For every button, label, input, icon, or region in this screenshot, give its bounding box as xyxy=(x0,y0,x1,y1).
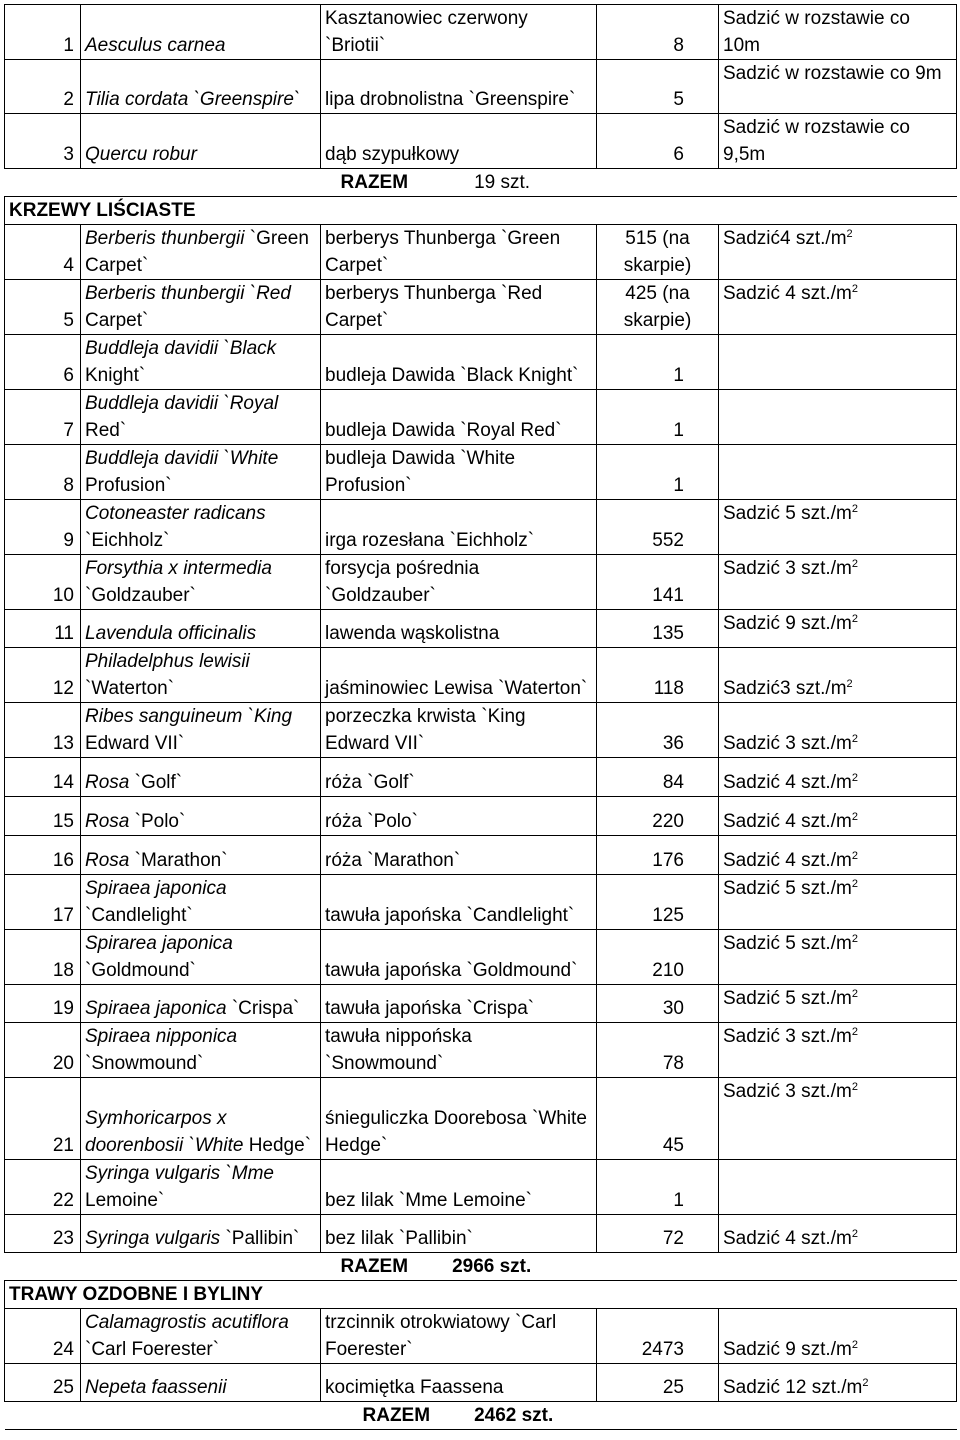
table-row xyxy=(5,114,957,169)
polish-name: róża `Marathon` xyxy=(321,836,597,875)
quantity: 1 xyxy=(597,1160,719,1215)
row-number: 5 xyxy=(5,280,81,335)
row-number: 4 xyxy=(5,225,81,280)
planting-note-cell xyxy=(719,836,957,875)
planting-note: Sadzić 5 szt./m xyxy=(723,933,852,954)
latin-name-italic: Rosa xyxy=(85,772,130,793)
table-row xyxy=(5,1215,957,1253)
latin-name-cell xyxy=(81,60,321,114)
latin-name-cultivar: Hedge` xyxy=(243,1135,312,1156)
row-number: 8 xyxy=(5,445,81,500)
table-row xyxy=(5,445,957,500)
table-row xyxy=(5,985,957,1023)
latin-name-cultivar: `Pallibin` xyxy=(220,1228,300,1249)
total-value: 19 szt. xyxy=(474,172,531,193)
latin-name-cultivar: Carpet` xyxy=(85,310,149,331)
planting-note: Sadzić 3 szt./m xyxy=(723,558,852,579)
quantity: 72 xyxy=(597,1215,719,1253)
planting-note-cell xyxy=(719,114,957,169)
quantity: 8 xyxy=(597,5,719,60)
latin-name-cultivar: `Snowmound` xyxy=(85,1053,204,1074)
polish-name: tawuła japońska `Crispa` xyxy=(321,985,597,1023)
latin-name-italic: Nepeta faassenii xyxy=(85,1377,227,1398)
latin-name-cell xyxy=(81,1364,321,1402)
table-row xyxy=(5,1309,957,1364)
latin-name-cultivar: Red` xyxy=(85,420,127,441)
latin-name-cell xyxy=(81,648,321,703)
polish-name: budleja Dawida `Royal Red` xyxy=(321,390,597,445)
row-number: 13 xyxy=(5,703,81,758)
latin-name-italic: Syringa vulgaris xyxy=(85,1228,221,1249)
row-number: 10 xyxy=(5,555,81,610)
quantity: 210 xyxy=(597,930,719,985)
superscript: 2 xyxy=(851,811,858,823)
planting-note: Sadzić w rozstawie co 9m xyxy=(723,63,942,84)
latin-name-cultivar: `Goldzauber` xyxy=(85,585,196,606)
plant-list-sheet xyxy=(4,4,956,1430)
table-row xyxy=(5,758,957,797)
quantity: 25 xyxy=(597,1364,719,1402)
polish-name: budleja Dawida `Black Knight` xyxy=(321,335,597,390)
table-row xyxy=(5,836,957,875)
quantity: 425 (na skarpie) xyxy=(597,280,719,335)
planting-note-cell xyxy=(719,610,957,648)
latin-name-cell xyxy=(81,500,321,555)
superscript: 2 xyxy=(851,1026,858,1038)
polish-name: śnieguliczka Doorebosa `White Hedge` xyxy=(321,1078,597,1160)
planting-note-cell xyxy=(719,758,957,797)
row-number: 11 xyxy=(5,610,81,648)
table-row xyxy=(5,555,957,610)
latin-name-cultivar: Edward VII` xyxy=(85,733,185,754)
total-spacer xyxy=(719,1402,957,1430)
planting-note: Sadzić 5 szt./m xyxy=(723,878,852,899)
planting-note-cell xyxy=(719,875,957,930)
table-row xyxy=(5,335,957,390)
latin-name-cell xyxy=(81,836,321,875)
superscript: 2 xyxy=(851,772,858,784)
row-number: 21 xyxy=(5,1078,81,1160)
section-heading: TRAWY OZDOBNE I BYLINY xyxy=(9,1284,264,1305)
latin-name-cell xyxy=(81,610,321,648)
polish-name: kocimiętka Faassena xyxy=(321,1364,597,1402)
quantity: 552 xyxy=(597,500,719,555)
row-number: 12 xyxy=(5,648,81,703)
table-row xyxy=(5,1160,957,1215)
row-number: 24 xyxy=(5,1309,81,1364)
superscript: 2 xyxy=(851,988,858,1000)
quantity: 135 xyxy=(597,610,719,648)
superscript: 2 xyxy=(851,283,858,295)
quantity: 125 xyxy=(597,875,719,930)
latin-name-cultivar: `Marathon` xyxy=(129,850,228,871)
polish-name: dąb szypułkowy xyxy=(321,114,597,169)
latin-name-italic: Calamagrostis acutiflora xyxy=(85,1312,289,1333)
quantity: 141 xyxy=(597,555,719,610)
latin-name-cell xyxy=(81,703,321,758)
polish-name: tawuła japońska `Goldmound` xyxy=(321,930,597,985)
latin-name-cultivar: Knight` xyxy=(85,365,146,386)
table-row xyxy=(5,1364,957,1402)
latin-name-italic: Rosa xyxy=(85,850,130,871)
latin-name-italic: Buddleja davidii `White xyxy=(85,448,279,469)
latin-name-cultivar: `Waterton` xyxy=(85,678,175,699)
total-row xyxy=(5,1253,957,1281)
quantity: 176 xyxy=(597,836,719,875)
table-row xyxy=(5,225,957,280)
quantity: 45 xyxy=(597,1078,719,1160)
latin-name-italic: Philadelphus lewisii xyxy=(85,651,250,672)
total-value: 2966 szt. xyxy=(452,1256,532,1277)
table-row xyxy=(5,5,957,60)
superscript: 2 xyxy=(862,1377,869,1389)
latin-name-italic: Ribes sanguineum `King xyxy=(85,706,293,727)
latin-name-italic: Spiraea japonica xyxy=(85,878,227,899)
latin-name-cultivar: `Golf` xyxy=(129,772,183,793)
polish-name: tawuła nippońska `Snowmound` xyxy=(321,1023,597,1078)
row-number: 3 xyxy=(5,114,81,169)
table-row xyxy=(5,930,957,985)
row-number: 1 xyxy=(5,5,81,60)
superscript: 2 xyxy=(851,613,858,625)
polish-name: budleja Dawida `White Profusion` xyxy=(321,445,597,500)
quantity: 220 xyxy=(597,797,719,836)
latin-name-cultivar: `Goldmound` xyxy=(85,960,196,981)
total-spacer xyxy=(5,1402,321,1430)
planting-note-cell xyxy=(719,1160,957,1215)
latin-name-cultivar: `Green Carpet` xyxy=(85,228,309,276)
latin-name-italic: Rosa xyxy=(85,811,130,832)
table-row xyxy=(5,610,957,648)
planting-note-cell xyxy=(719,445,957,500)
latin-name-cell xyxy=(81,555,321,610)
latin-name-cell xyxy=(81,930,321,985)
latin-name-italic: Berberis thunbergii xyxy=(85,228,245,249)
planting-note-cell xyxy=(719,1215,957,1253)
quantity: 118 xyxy=(597,648,719,703)
planting-note-cell xyxy=(719,1309,957,1364)
planting-note: Sadzić 5 szt./m xyxy=(723,503,852,524)
total-spacer xyxy=(719,169,957,197)
latin-name-italic: Spirarea japonica xyxy=(85,933,233,954)
planting-note: Sadzić3 szt./m xyxy=(723,678,847,699)
latin-name-cell xyxy=(81,225,321,280)
superscript: 2 xyxy=(851,850,858,862)
row-number: 23 xyxy=(5,1215,81,1253)
total-cell xyxy=(321,1253,719,1281)
latin-name-cell xyxy=(81,758,321,797)
planting-note-cell xyxy=(719,1023,957,1078)
row-number: 9 xyxy=(5,500,81,555)
quantity: 6 xyxy=(597,114,719,169)
planting-note: Sadzić 12 szt./m xyxy=(723,1377,863,1398)
latin-name-italic: Spiraea nipponica xyxy=(85,1026,238,1047)
total-value: 2462 szt. xyxy=(474,1405,554,1426)
polish-name: tawuła japońska `Candlelight` xyxy=(321,875,597,930)
superscript: 2 xyxy=(851,1081,858,1093)
planting-note-cell xyxy=(719,985,957,1023)
row-number: 14 xyxy=(5,758,81,797)
planting-note: Sadzić w rozstawie co 9,5m xyxy=(723,117,910,165)
total-label: RAZEM xyxy=(340,172,409,193)
table-row xyxy=(5,1023,957,1078)
row-number: 25 xyxy=(5,1364,81,1402)
table-row xyxy=(5,500,957,555)
superscript: 2 xyxy=(851,558,858,570)
quantity: 1 xyxy=(597,445,719,500)
total-cell xyxy=(321,169,719,197)
polish-name: trzcinnik otrokwiatowy `Carl Foerester` xyxy=(321,1309,597,1364)
total-row xyxy=(5,1402,957,1430)
latin-name-italic: Quercu robur xyxy=(85,144,197,165)
polish-name: berberys Thunberga `Green Carpet` xyxy=(321,225,597,280)
total-spacer xyxy=(5,1253,321,1281)
latin-name-cell xyxy=(81,280,321,335)
planting-note-cell xyxy=(719,555,957,610)
row-number: 16 xyxy=(5,836,81,875)
latin-name-italic: Buddleja davidii `Black xyxy=(85,338,277,359)
total-label: RAZEM xyxy=(340,1256,409,1277)
planting-note: Sadzić 4 szt./m xyxy=(723,811,852,832)
row-number: 19 xyxy=(5,985,81,1023)
quantity: 5 xyxy=(597,60,719,114)
planting-note: Sadzić 4 szt./m xyxy=(723,850,852,871)
planting-note-cell xyxy=(719,390,957,445)
row-number: 7 xyxy=(5,390,81,445)
planting-note-cell xyxy=(719,280,957,335)
latin-name-cultivar: `Carl Foerester` xyxy=(85,1339,220,1360)
planting-note-cell xyxy=(719,1364,957,1402)
latin-name-cultivar: `Candlelight` xyxy=(85,905,193,926)
total-row xyxy=(5,169,957,197)
latin-name-cultivar: `Polo` xyxy=(129,811,186,832)
quantity: 78 xyxy=(597,1023,719,1078)
planting-note: Sadzić 4 szt./m xyxy=(723,772,852,793)
row-number: 2 xyxy=(5,60,81,114)
quantity: 30 xyxy=(597,985,719,1023)
latin-name-cell xyxy=(81,797,321,836)
planting-note-cell xyxy=(719,797,957,836)
planting-note-cell xyxy=(719,225,957,280)
total-label: RAZEM xyxy=(362,1405,431,1426)
latin-name-cultivar: Lemoine` xyxy=(85,1190,165,1211)
row-number: 15 xyxy=(5,797,81,836)
plant-table xyxy=(4,4,957,1430)
latin-name-cell xyxy=(81,445,321,500)
superscript: 2 xyxy=(851,1228,858,1240)
table-row xyxy=(5,390,957,445)
row-number: 20 xyxy=(5,1023,81,1078)
polish-name: bez lilak `Pallibin` xyxy=(321,1215,597,1253)
latin-name-cell xyxy=(81,1215,321,1253)
superscript: 2 xyxy=(851,733,858,745)
planting-note: Sadzić 4 szt./m xyxy=(723,1228,852,1249)
latin-name-italic: Lavendula officinalis xyxy=(85,623,257,644)
latin-name-cell xyxy=(81,875,321,930)
planting-note-cell xyxy=(719,930,957,985)
polish-name: forsycja pośrednia `Goldzauber` xyxy=(321,555,597,610)
total-cell xyxy=(321,1402,719,1430)
latin-name-italic: Symhoricarpos x doorenbosii `White xyxy=(85,1108,244,1156)
polish-name: bez lilak `Mme Lemoine` xyxy=(321,1160,597,1215)
section-heading-row xyxy=(5,1281,957,1309)
planting-note: Sadzić4 szt./m xyxy=(723,228,847,249)
table-row xyxy=(5,280,957,335)
latin-name-italic: Aesculus carnea xyxy=(85,35,226,56)
superscript: 2 xyxy=(851,933,858,945)
planting-note: Sadzić 5 szt./m xyxy=(723,988,852,1009)
superscript: 2 xyxy=(851,503,858,515)
table-row xyxy=(5,875,957,930)
planting-note: Sadzić 9 szt./m xyxy=(723,613,852,634)
polish-name: róża `Polo` xyxy=(321,797,597,836)
table-row xyxy=(5,703,957,758)
latin-name-italic: Buddleja davidii `Royal xyxy=(85,393,279,414)
latin-name-cell xyxy=(81,1309,321,1364)
latin-name-cell xyxy=(81,985,321,1023)
planting-note-cell xyxy=(719,500,957,555)
polish-name: lawenda wąskolistna xyxy=(321,610,597,648)
latin-name-italic: Cotoneaster radicans xyxy=(85,503,266,524)
superscript: 2 xyxy=(851,1339,858,1351)
row-number: 22 xyxy=(5,1160,81,1215)
total-spacer xyxy=(5,169,321,197)
planting-note: Sadzić w rozstawie co 10m xyxy=(723,8,910,56)
planting-note-cell xyxy=(719,1078,957,1160)
planting-note: Sadzić 3 szt./m xyxy=(723,1026,852,1047)
polish-name: porzeczka krwista `King Edward VII` xyxy=(321,703,597,758)
section-heading: KRZEWY LIŚCIASTE xyxy=(9,200,196,221)
planting-note-cell xyxy=(719,335,957,390)
planting-note-cell xyxy=(719,703,957,758)
superscript: 2 xyxy=(846,678,853,690)
quantity: 1 xyxy=(597,390,719,445)
quantity: 1 xyxy=(597,335,719,390)
quantity: 2473 xyxy=(597,1309,719,1364)
quantity: 515 (na skarpie) xyxy=(597,225,719,280)
row-number: 17 xyxy=(5,875,81,930)
planting-note-cell xyxy=(719,5,957,60)
latin-name-cell xyxy=(81,1160,321,1215)
latin-name-italic: Tilia cordata `Greenspire` xyxy=(85,89,301,110)
polish-name: irga rozesłana `Eichholz` xyxy=(321,500,597,555)
planting-note: Sadzić 4 szt./m xyxy=(723,283,852,304)
latin-name-cell xyxy=(81,1023,321,1078)
planting-note-cell xyxy=(719,60,957,114)
quantity: 36 xyxy=(597,703,719,758)
latin-name-cultivar: `Eichholz` xyxy=(85,530,170,551)
row-number: 6 xyxy=(5,335,81,390)
latin-name-cell xyxy=(81,5,321,60)
plant-table-body xyxy=(5,5,957,1430)
latin-name-cell xyxy=(81,1078,321,1160)
row-number: 18 xyxy=(5,930,81,985)
planting-note: Sadzić 9 szt./m xyxy=(723,1339,852,1360)
latin-name-italic: Forsythia x intermedia xyxy=(85,558,272,579)
section-heading-row xyxy=(5,197,957,225)
latin-name-italic: Spiraea japonica xyxy=(85,998,227,1019)
table-row xyxy=(5,60,957,114)
total-spacer xyxy=(719,1253,957,1281)
polish-name: jaśminowiec Lewisa `Waterton` xyxy=(321,648,597,703)
polish-name: lipa drobnolistna `Greenspire` xyxy=(321,60,597,114)
superscript: 2 xyxy=(851,878,858,890)
table-row xyxy=(5,1078,957,1160)
planting-note-cell xyxy=(719,648,957,703)
superscript: 2 xyxy=(846,228,853,240)
polish-name: Kasztanowiec czerwony `Briotii` xyxy=(321,5,597,60)
latin-name-cell xyxy=(81,390,321,445)
latin-name-cultivar: Profusion` xyxy=(85,475,172,496)
planting-note: Sadzić 3 szt./m xyxy=(723,1081,852,1102)
latin-name-cultivar: `Crispa` xyxy=(226,998,300,1019)
latin-name-italic: Syringa vulgaris `Mme xyxy=(85,1163,274,1184)
planting-note: Sadzić 3 szt./m xyxy=(723,733,852,754)
table-row xyxy=(5,648,957,703)
polish-name: róża `Golf` xyxy=(321,758,597,797)
latin-name-cell xyxy=(81,335,321,390)
quantity: 84 xyxy=(597,758,719,797)
table-row xyxy=(5,797,957,836)
polish-name: berberys Thunberga `Red Carpet` xyxy=(321,280,597,335)
latin-name-italic: Berberis thunbergii `Red xyxy=(85,283,291,304)
latin-name-cell xyxy=(81,114,321,169)
